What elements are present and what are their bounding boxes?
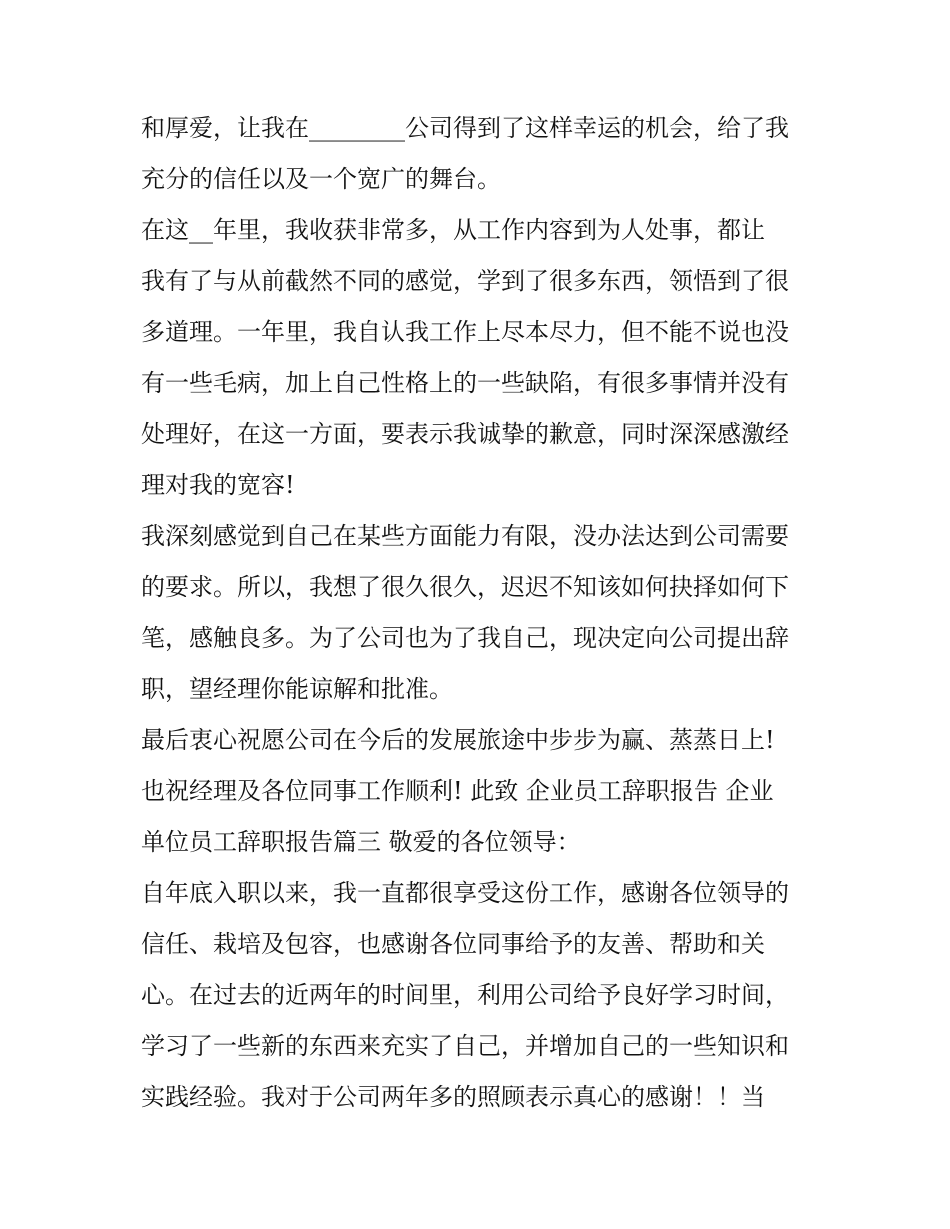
text-line: 信任、栽培及包容，也感谢各位同事给予的友善、帮助和关 [141, 930, 765, 958]
text-line: 实践经验。我对于公司两年多的照顾表示真心的感谢！！当 [141, 1083, 765, 1111]
text-line: 处理好，在这一方面，要表示我诚挚的歉意，同时深深感激经 [141, 420, 789, 448]
text-line: 和厚爱，让我在________公司得到了这样幸运的机会，给了我 [141, 114, 789, 142]
text-line: 自年底入职以来，我一直都很享受这份工作，感谢各位领导的 [141, 879, 789, 907]
text-line: 单位员工辞职报告篇三 敬爱的各位领导： [141, 828, 581, 856]
text-line: 多道理。一年里，我自认我工作上尽本尽力，但不能不说也没 [141, 318, 789, 346]
text-line: 我深刻感觉到自己在某些方面能力有限，没办法达到公司需要 [141, 522, 789, 550]
text-line: 最后衷心祝愿公司在今后的发展旅途中步步为赢、蒸蒸日上! [141, 726, 775, 754]
text-line: 学习了一些新的东西来充实了自己，并增加自己的一些知识和 [141, 1032, 789, 1060]
body-text [141, 103, 821, 1123]
text-line: 在这__年里，我收获非常多，从工作内容到为人处事，都让 [141, 216, 765, 244]
text-line: 职，望经理你能谅解和批准。 [141, 675, 453, 703]
text-line: 有一些毛病，加上自己性格上的一些缺陷，有很多事情并没有 [141, 369, 789, 397]
text-line: 我有了与从前截然不同的感觉，学到了很多东西，领悟到了很 [141, 267, 789, 295]
text-line: 心。在过去的近两年的时间里，利用公司给予良好学习时间， [141, 981, 789, 1009]
text-line: 也祝经理及各位同事工作顺利! 此致 企业员工辞职报告 企业 [141, 777, 774, 805]
text-line: 充分的信任以及一个宽广的舞台。 [141, 165, 501, 193]
text-line: 的要求。所以，我想了很久很久，迟迟不知该如何抉择如何下 [141, 573, 789, 601]
text-line: 理对我的宽容! [141, 471, 295, 499]
text-line: 笔，感触良多。为了公司也为了我自己，现决定向公司提出辞 [141, 624, 789, 652]
